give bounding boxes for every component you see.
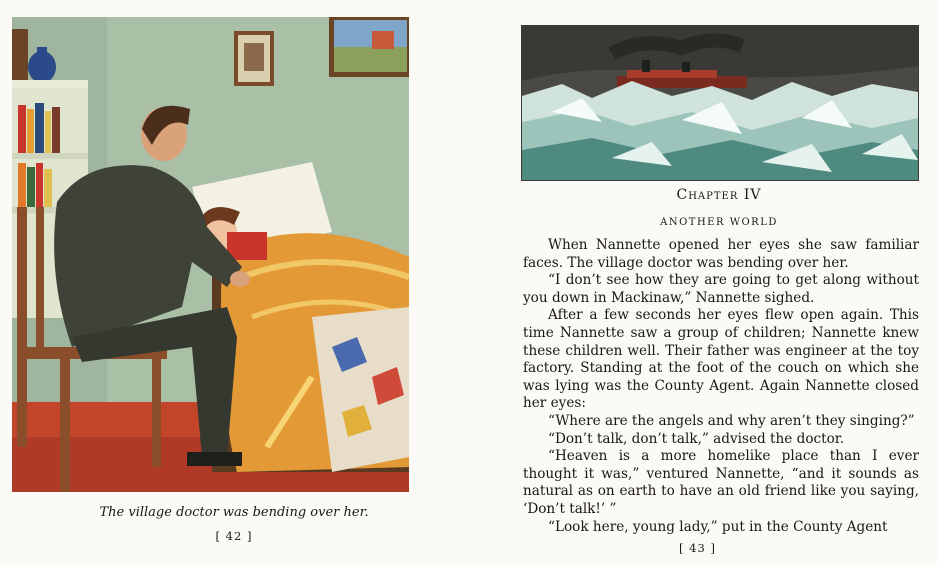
paragraph: After a few seconds her eyes flew open again. This time Nannette saw a group of children; Nannette knew these children well. Their father was engineer at the toy factory. Standing at the foot of the couch on which she was lying was the County Agent. Again Nannette closed her eyes: — [523, 307, 919, 412]
paragraph: “Don’t talk, don’t talk,” advised the doctor. — [548, 430, 845, 447]
paragraph: “Look here, young lady,” put in the County Agent — [548, 518, 888, 535]
paragraph: “Where are the angels and why aren’t they singing?” — [548, 412, 915, 429]
right-page — [468, 0, 937, 565]
left-page — [0, 0, 468, 565]
doctor-bedside-illustration — [12, 17, 409, 492]
chapter-text — [523, 237, 919, 536]
chapter-subtitle: ANOTHER WORLD — [660, 217, 778, 228]
illustration-caption: The village doctor was bending over her. — [99, 505, 369, 520]
paragraph: When Nannette opened her eyes she saw familiar faces. The village doctor was bending over her. — [523, 237, 919, 271]
page-number-left: [ 42 ] — [215, 529, 253, 543]
chapter-title: Chapter IV — [676, 187, 762, 203]
steamship-ice-illustration — [521, 25, 919, 181]
paragraph: “Heaven is a more homelike place than I ever thought it was,” ventured Nannette, “and it sounds as natural as on earth to have an old friend like you saying, ‘Don’t talk!’ ” — [523, 448, 919, 517]
paragraph: “I don’t see how they are going to get along without you down in Mackinaw,” Nannette sighed. — [523, 272, 919, 306]
page-number-right: [ 43 ] — [679, 541, 716, 555]
